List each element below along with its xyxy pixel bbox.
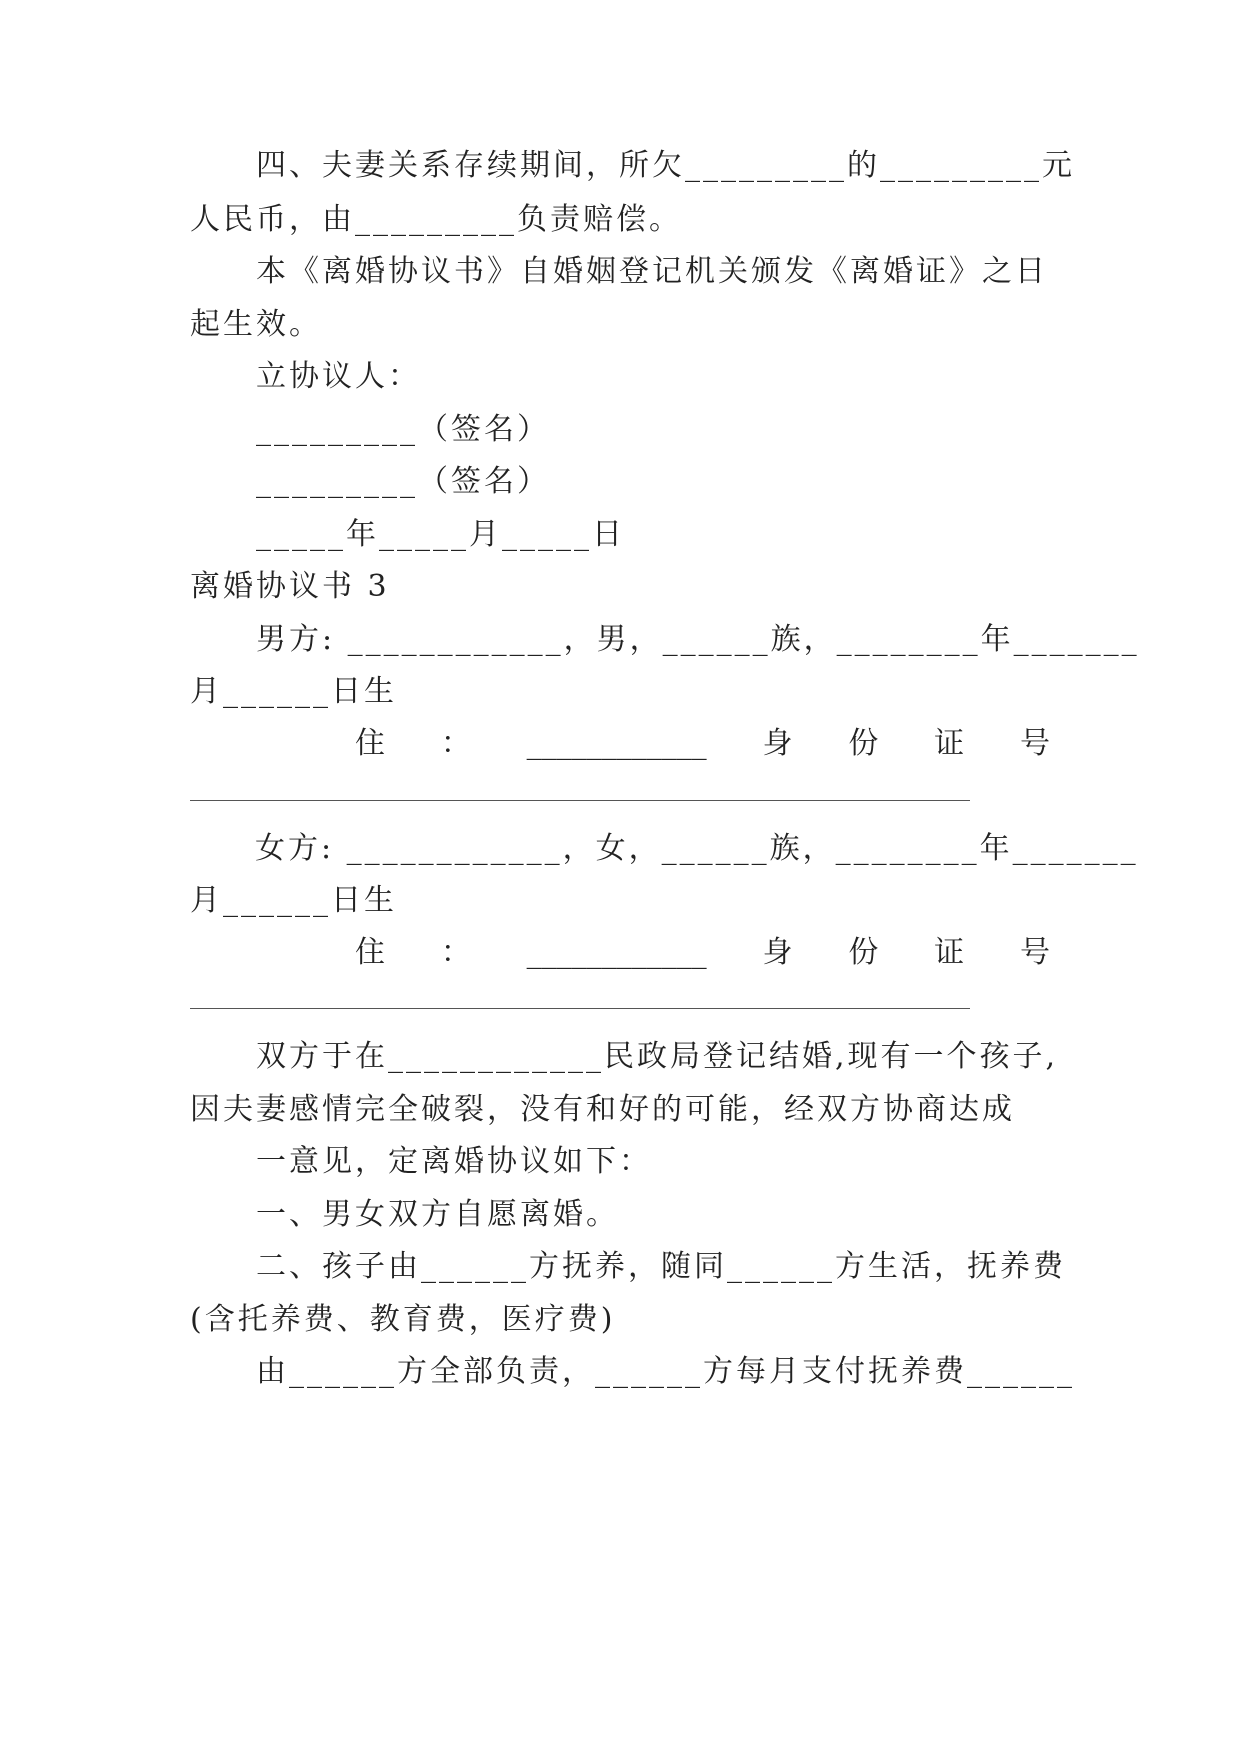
text-line-clause-2: 二、孩子由______方抚养，随同______方生活，抚养费 xyxy=(190,1249,1066,1284)
id-number-rule xyxy=(190,1008,970,1009)
text-line-clause-2-cont: (含托养费、教育费，医疗费) xyxy=(190,1302,616,1337)
date-line: _____年_____月_____日 xyxy=(190,517,625,552)
id-char-1: 身 xyxy=(762,935,793,970)
text-line-debt-cont: 人民币，由_________负责赔偿。 xyxy=(190,202,682,237)
address-colon: ： xyxy=(440,726,471,761)
text-line-support: 由______方全部负责，______方每月支付抚养费______ xyxy=(190,1354,1075,1389)
text-line-debt: 四、夫妻关系存续期间，所欠_________的_________元 xyxy=(190,148,1075,183)
text-line-clause-1: 一、男女双方自愿离婚。 xyxy=(190,1197,619,1232)
address-blank: ____________ xyxy=(526,935,707,970)
address-row-female xyxy=(355,933,1050,973)
address-label: 住 xyxy=(355,726,385,761)
text-line-female: 女方: ____________，女，______族，________年_______ xyxy=(255,831,1139,866)
id-number-rule xyxy=(190,800,970,801)
text-line-breakdown: 因夫妻感情完全破裂，没有和好的可能，经双方协商达成 xyxy=(190,1092,1015,1127)
text-line-male-birth: 月______日生 xyxy=(190,674,397,709)
address-label: 住 xyxy=(355,935,385,970)
id-char-3: 证 xyxy=(934,726,965,761)
signature-line-2: _________（签名） xyxy=(190,464,550,499)
text-line-parties: 立协议人： xyxy=(190,359,421,394)
address-row-male xyxy=(355,724,1050,764)
id-char-4: 号 xyxy=(1019,726,1050,761)
id-char-2: 份 xyxy=(848,726,879,761)
id-char-1: 身 xyxy=(762,726,793,761)
address-blank: ____________ xyxy=(526,726,707,761)
text-line-effective: 本《离婚协议书》自婚姻登记机关颁发《离婚证》之日 xyxy=(190,254,1048,289)
text-line-male: 男方: ____________，男，______族，________年_______ xyxy=(190,622,1140,657)
text-line-effective-cont: 起生效。 xyxy=(190,307,322,342)
id-char-3: 证 xyxy=(934,935,965,970)
id-char-4: 号 xyxy=(1019,935,1050,970)
address-colon: ： xyxy=(440,935,471,970)
section-title: 离婚协议书 3 xyxy=(190,569,390,604)
text-line-female-birth: 月______日生 xyxy=(190,883,397,918)
id-char-2: 份 xyxy=(848,935,879,970)
signature-line-1: _________（签名） xyxy=(190,412,550,447)
text-line-agreement: 一意见，定离婚协议如下： xyxy=(190,1144,652,1179)
text-line-registration: 双方于在____________民政局登记结婚,现有一个孩子, xyxy=(190,1039,1059,1074)
